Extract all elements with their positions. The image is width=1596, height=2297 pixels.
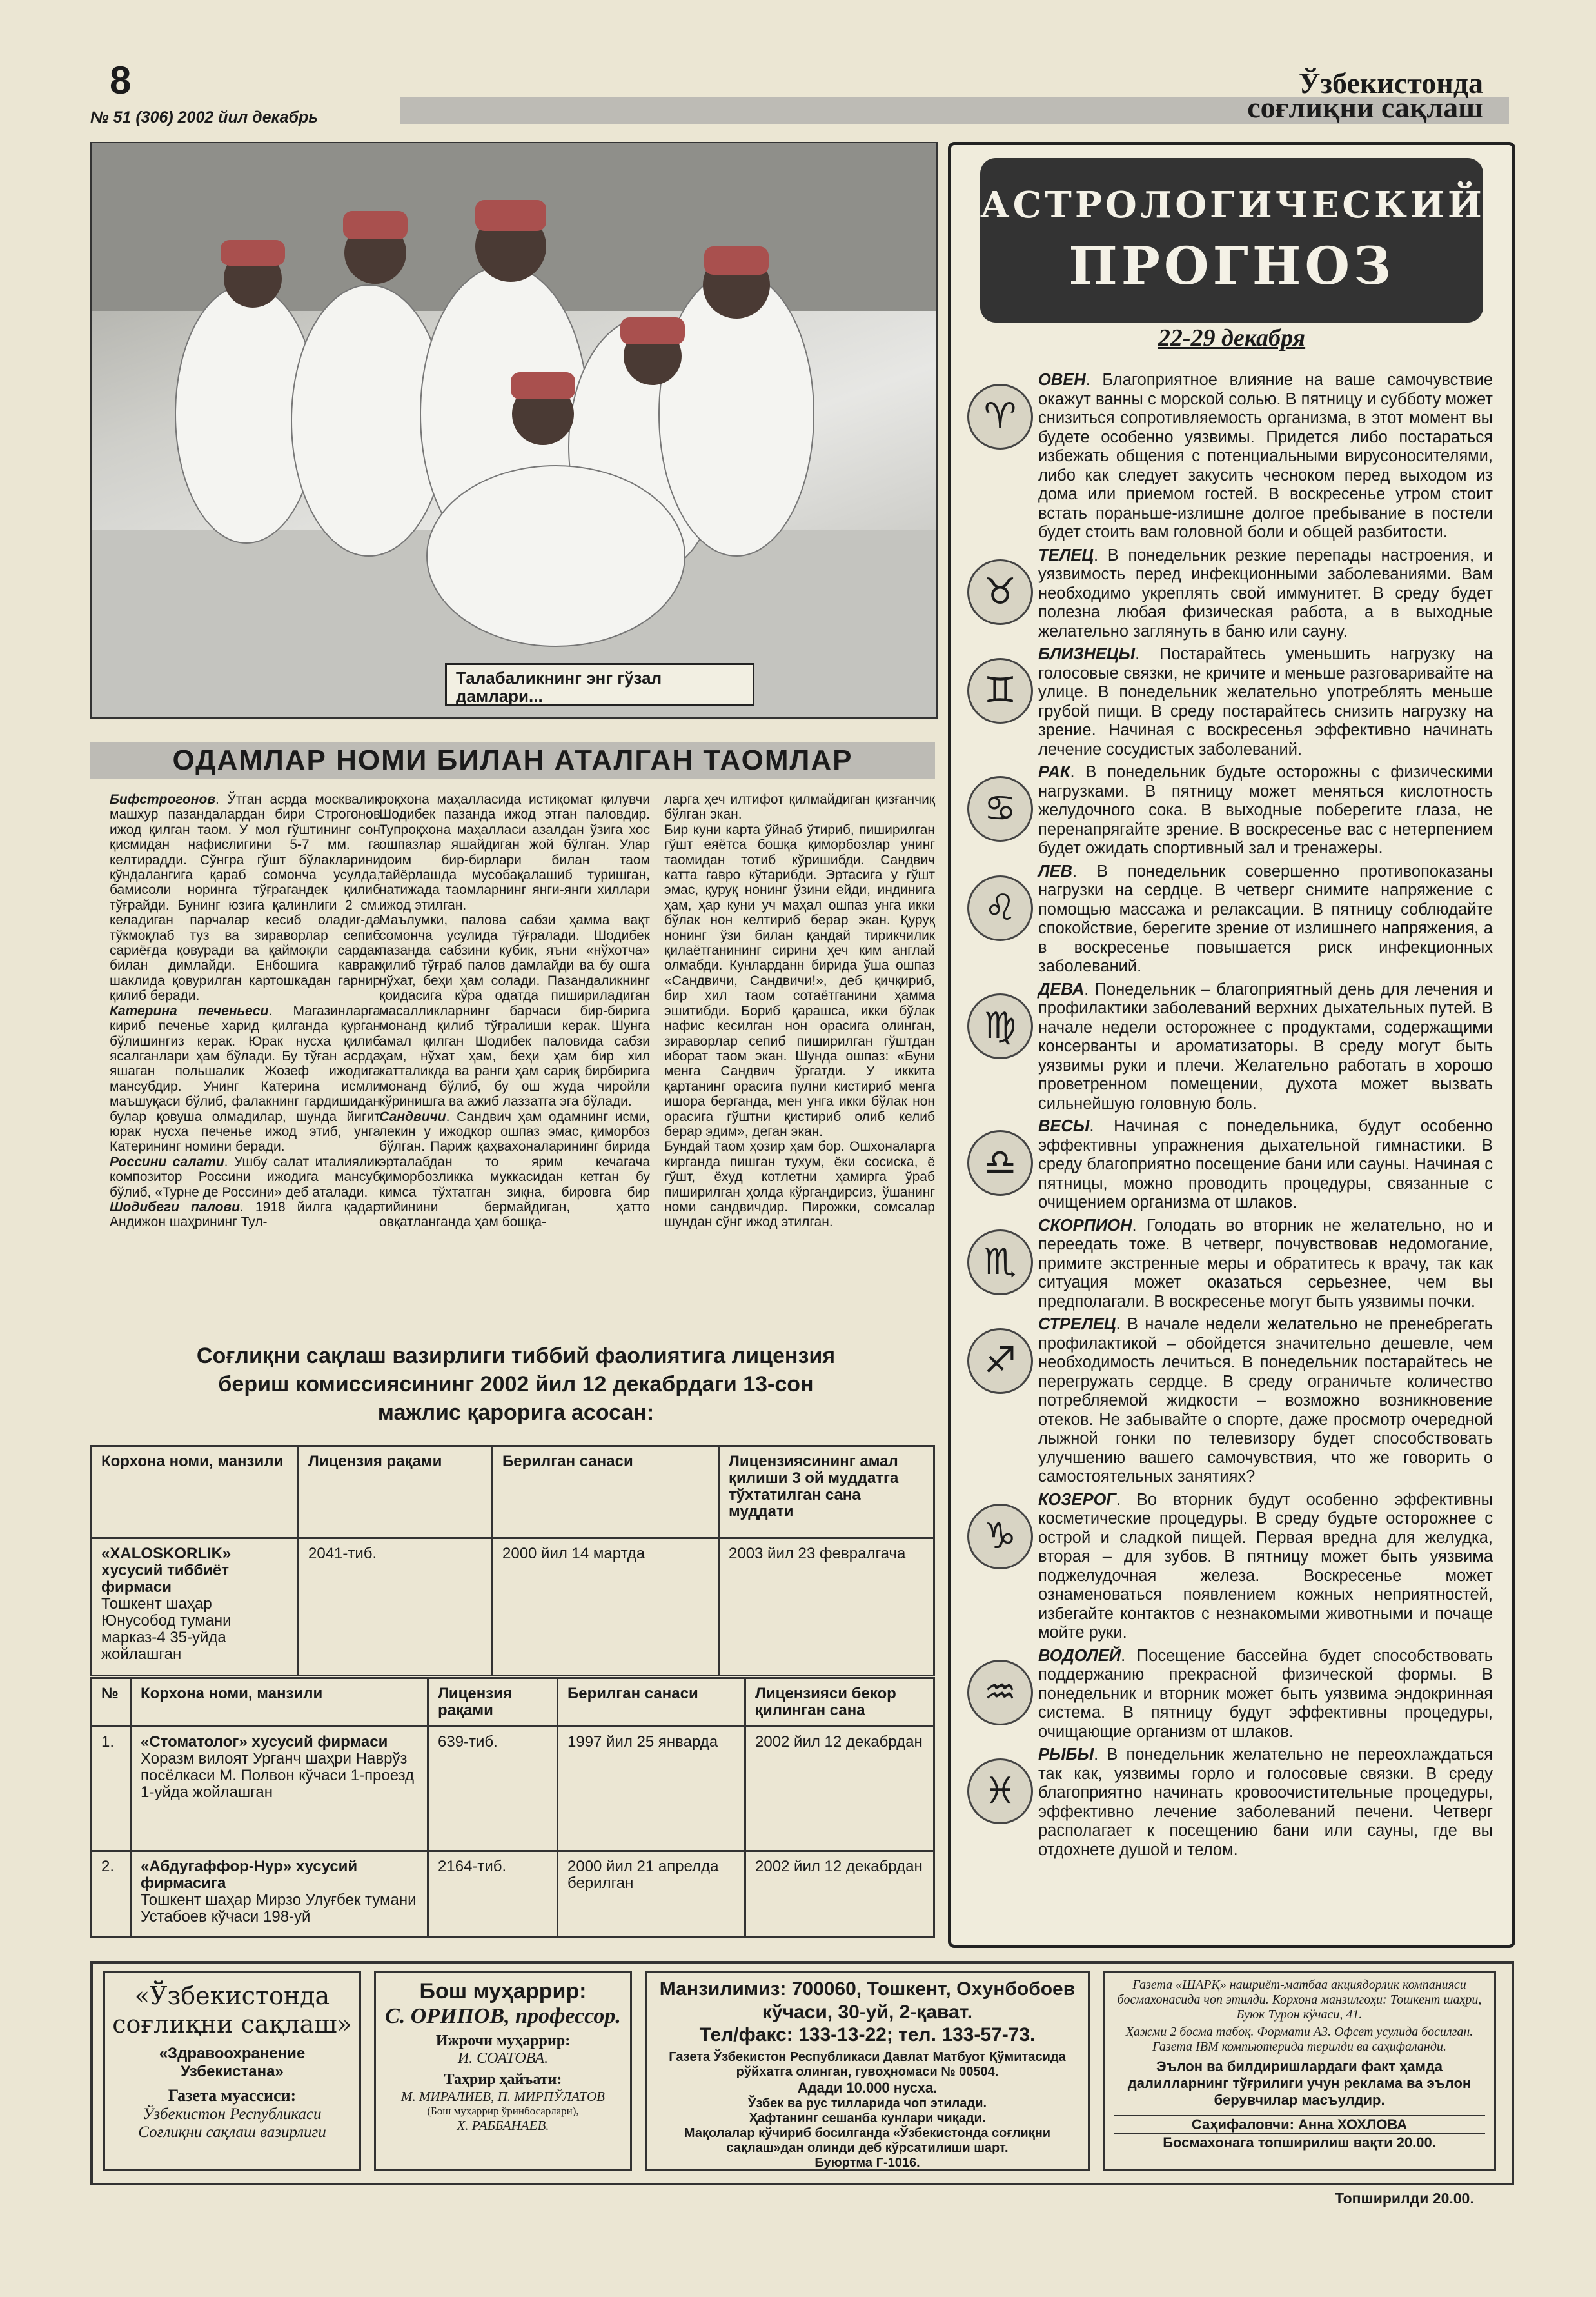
sign-name: ТЕЛЕЦ xyxy=(1038,546,1094,564)
table-cell xyxy=(92,1538,299,1676)
license-title-line: мажлис қарорига асосан: xyxy=(377,1400,655,1425)
sign-name: ВЕСЫ xyxy=(1038,1117,1090,1135)
sign-text: . Благоприятное влияние на ваше самочувствие окажут ванны с морской солью. В пятницу и субботу может снизиться сопротивляемость организма, в этот момент вы будете особенно уязвимы. Придется либо постараться избежать общения с потенциальными вирусоносителями, либо как следует закусить чесноком перед выходом из дома или приемом гостей. В воскресенье утром стоит встать пораньше-излишне долгое пребывание в постели будет стоить вам головной боли и общей разбитости. xyxy=(1038,371,1493,541)
taurus-icon: ♉ xyxy=(967,559,1033,625)
exec-editor-name: И. СОАТОВА. xyxy=(457,2050,549,2067)
table-row xyxy=(92,1851,934,1937)
editor-name: С. ОРИПОВ, профессор. xyxy=(385,2004,621,2028)
registration-note: Газета Ўзбекистон Республикаси Давлат Матбуот Қўмитасида рўйхатга олинган, гувоҳномаси № 00504. xyxy=(669,2050,1066,2079)
astro-sign-gemini xyxy=(967,645,1493,759)
sign-text: . В понедельник будьте осторожны с физическими нагрузками. В пятницу может меняться кислотность желудочного сока. В выходные поберегите глаза, не перенапрягайте зрение. В воскресенье вас с нетерпением будет ожидать спортивный зал и тренажеры. xyxy=(1038,763,1493,857)
board-label: Таҳрир ҳайъати: xyxy=(444,2071,562,2088)
page-number: 8 xyxy=(110,59,132,102)
astro-signs xyxy=(967,371,1493,1864)
paragraph: ларга ҳеч илтифот қилмайдиган қизғанчиқ бўлган экан. xyxy=(664,792,935,822)
astro-sign-pisces xyxy=(967,1745,1493,1860)
masthead xyxy=(1199,66,1483,124)
editor-label: Бош муҳаррир: xyxy=(419,1979,587,2004)
sign-text: . Понедельник – благоприятный день для лечения и профилактики заболеваний верхних дыхательных путей. В начале недели осторожнее с продуктами, содержащими консерванты и ароматизаторы. В среду могут быть уязвимы руки и плечи. Желательно работать в хорошо проветренном помещении, духота может вызвать сильнейшую головную боль. xyxy=(1038,980,1493,1113)
sign-name: КОЗЕРОГ xyxy=(1038,1490,1117,1509)
astro-sign-virgo xyxy=(967,980,1493,1114)
company-name: «Абдугаффор-Нур» хусусий фирмасига xyxy=(141,1858,358,1892)
table-cell: 2041-тиб. xyxy=(299,1538,493,1676)
sign-name: РАК xyxy=(1038,763,1070,781)
office-phones: Тел/факс: 133-13-22; тел. 133-57-73. xyxy=(699,2024,1036,2045)
column-header: № xyxy=(92,1678,131,1727)
sign-name: ДЕВА xyxy=(1038,980,1085,999)
table-cell: 1997 йил 25 январда xyxy=(558,1727,745,1851)
table-header-row xyxy=(92,1678,934,1727)
license-cancelled-table xyxy=(90,1677,935,1938)
license-suspended-table xyxy=(90,1445,935,1676)
astro-sign-aries xyxy=(967,371,1493,542)
astro-title-plate xyxy=(980,158,1483,323)
exec-editor-label: Ижрочи муҳаррир: xyxy=(435,2033,571,2049)
capricorn-icon: ♑ xyxy=(967,1504,1033,1569)
article-column-1 xyxy=(110,792,380,1230)
board-names: Х. РАББАНАЕВ. xyxy=(457,2118,549,2133)
sign-text: . Голодать во вторник не желательно, но и переедать тоже. В четверг, почувствовав недомогание, примите экстренные меры и обратитесь к врачу, так как ситуация может оказаться серьезнее, чем вы предполагали. В воскресенье могут быть уязвимы почки. xyxy=(1038,1216,1493,1311)
students-photo xyxy=(90,142,938,719)
astro-title-line1: АСТРОЛОГИЧЕСКИЙ xyxy=(980,184,1485,226)
sign-text: . В понедельник резкие перепады настроения, и уязвимость перед инфекционными заболеваниями. Вам необходимо укреплять свой иммунитет. В среду будет полезна любая физическая работа, а в выходные желательно заглянуть в баню или сауну. xyxy=(1038,546,1493,641)
article-column-3 xyxy=(664,792,935,1230)
table-row xyxy=(92,1538,934,1676)
footer-printer-box xyxy=(1103,1971,1496,2171)
language-note: Ўзбек ва рус тилларида чоп этилади. xyxy=(747,2096,987,2111)
masthead-line1: Ўзбекистонда xyxy=(1298,66,1483,99)
astro-date: 22-29 декабря xyxy=(1158,324,1306,352)
company-address: Тошкент шаҳар Мирзо Улуғбек тумани Устабоев кўчаси 198-уй xyxy=(141,1891,417,1925)
table-cell: 2000 йил 14 мартда xyxy=(493,1538,719,1676)
column-header: Берилган санаси xyxy=(493,1446,719,1538)
column-header: Лицензиясининг амал қилиши 3 ой муддатга тўхтатилган сана муддати xyxy=(719,1446,934,1538)
astro-sign-scorpio xyxy=(967,1217,1493,1312)
footer-founder-label: Газета муассиси: xyxy=(168,2086,297,2105)
sign-name: ОВЕН xyxy=(1038,371,1086,389)
column-header: Корхона номи, манзили xyxy=(131,1678,428,1727)
astro-sign-taurus xyxy=(967,546,1493,642)
table-cell: 2003 йил 23 февралгача xyxy=(719,1538,934,1676)
masthead-line2: соғлиқни сақлаш xyxy=(1247,91,1483,124)
aquarius-icon: ♒ xyxy=(967,1660,1033,1725)
handed-note: Топширилди 20.00. xyxy=(1335,2190,1474,2207)
reprint-note: Мақолалар кўчириб босилганда «Ўзбекистонда соғлиқни сақлаш»дан олинди деб кўрсатилиши шарт. xyxy=(684,2126,1051,2155)
footer-editors-box xyxy=(374,1971,632,2171)
column-header: Лицензия рақами xyxy=(428,1678,558,1727)
table-cell: 2002 йил 12 декабрдан xyxy=(745,1851,934,1937)
sign-name: РЫБЫ xyxy=(1038,1745,1094,1764)
article-headline: ОДАМЛАР НОМИ БИЛАН АТАЛГАН ТАОМЛАР xyxy=(90,742,935,779)
table-cell: 2002 йил 12 декабрдан xyxy=(745,1727,934,1851)
photo-illustration xyxy=(92,143,936,717)
schedule-note: Ҳафтанинг сешанба кунлари чиқади. xyxy=(749,2111,986,2125)
order-number: Буюртма Г-1016. xyxy=(814,2156,920,2170)
sign-name: СТРЕЛЕЦ xyxy=(1038,1315,1116,1333)
astro-sign-cancer xyxy=(967,763,1493,859)
company-name: «Стоматолог» хусусий фирмаси xyxy=(141,1733,388,1751)
paragraph: Бифстрогонов. Ўтган асрда москвалик машхур пазандалардан бири Строгонов ижод қилган таом. У мол гўштининг сон қисмидан нафислигини 5-7 мм. га кeлтирадди. Сўнгра гўшт бўлакларини қўндалангига қараб сомонча усулда, бамисоли норинга тўғрагандек қилиб тўғрайди. Бунинг юзига қалинлиги 2 см. келадиган парчалар кесиб оладиr-да тўкмоқлаб туз ва зираворлар сепиб сариёғда қовуради ва қаймоқли сардак билан димлайди. Енбошига каврак шаклида қовурилган картошкадан гарнир қилиб беради. xyxy=(110,792,380,1004)
astro-sign-sagittarius xyxy=(967,1315,1493,1487)
astro-sign-aquarius xyxy=(967,1647,1493,1742)
sign-name: БЛИЗНЕЦЫ xyxy=(1038,645,1136,663)
aries-icon: ♈ xyxy=(967,384,1033,450)
table-cell: 639-тиб. xyxy=(428,1727,558,1851)
company-address: Хоразм вилоят Урганч шаҳри Наврўз посёлкаси М. Полвон кўчаси 1-проезд 1-уйда жойлашган xyxy=(141,1750,415,1801)
company-address: Тошкент шаҳар Юнусобод тумани марказ-4 35-уйда жойлашган xyxy=(101,1595,232,1663)
license-title xyxy=(97,1342,935,1427)
paragraph: Шодибеги палови. 1918 йилга қадар Андижон шаҳрининг Тул- xyxy=(110,1199,381,1230)
paragraph: Бундай таом ҳозир ҳам бор. Ошхоналарга кирганда пишган тухум, ёки сосиска, ё гўшт, ёхуд котлетни ҳамирга ўраб пиширилган ҳолда кўргандирсиз, ўшанинг номи сандвичдир. Пирожки, сомсалар шундан сўнг ижод этилган. xyxy=(664,1139,935,1230)
sign-name: ВОДОЛЕЙ xyxy=(1038,1646,1121,1665)
virgo-icon: ♍ xyxy=(967,993,1033,1059)
sagittarius-icon: ♐ xyxy=(967,1328,1033,1394)
footer-logo-box xyxy=(103,1971,361,2171)
sign-text: . Во вторник будут особенно эффективны косметические процедуры. В среду будьте осторожнее с острой и сладкой пищей. Первая вредна для желудка, вторая – для зубов. В пятницу может быть уязвима поджелудочная железа. Воскресенье может ознаменоваться появлением кожных неприятностей, избегайте контактов с незнакомыми животными и почаще мойте руки. xyxy=(1038,1490,1493,1642)
footer-address-box xyxy=(645,1971,1090,2171)
ads-disclaimer: Эълон ва билдиришлардаги факт ҳамда далилларнинг тўғрилиги учун реклама ва эълон берувчилар масъулдир. xyxy=(1127,2058,1472,2108)
astro-sign-capricorn xyxy=(967,1491,1493,1643)
column-header: Берилган санаси xyxy=(558,1678,745,1727)
company-name: «XALOSKORLIK» хусусий тиббиёт фирмаси xyxy=(101,1545,232,1596)
footer-logo-line: «Ўзбекистонда xyxy=(134,1982,330,2010)
table-cell xyxy=(131,1727,428,1851)
sign-text: . В начале недели желательно не пренебрегать профилактикой – обойдется значительно дешевле, чем необходимость лечиться. В понедельник постарайтесь не перегружать сердце. В среду ограничьте количество потребляемой жидкости – возможно возникновение отеков. Не забывайте о спорте, даже просмотр очередной лыжной гонки по телевизору будет способствовать улучшению вашего самочувствия, что же говорить о самостоятельных занятиях? xyxy=(1038,1315,1493,1486)
column-header: Лицензияси бекор қилинган сана xyxy=(745,1678,934,1727)
photo-caption: Талабаликнинг энг гўзал дамлари... xyxy=(445,663,754,706)
libra-icon: ♎ xyxy=(967,1130,1033,1196)
astro-sign-libra xyxy=(967,1117,1493,1213)
board-note: (Бош муҳаррир ўринбосарлари), xyxy=(427,2105,579,2117)
paragraph: Маълумки, палова сабзи ҳамма вақт сомонча усулида тўғралади. Шодибек пазанда сабзини кубик, яъни «нўхотча» қилиб тўғраб палов дамлайди ва бу ошга нўхат, беҳи ҳам солади. Пазандаликнинг қоидасига кўра одатда пишириладиган масалликларнинг барчаси бир-бирига монанд қилиб тўғралиши керак. Шунга амал қилган Шодибек паловида сабзи ҳам, нўхат ҳам, беҳи ҳам бир хил катталикда ва ранги ҳам сариқ бирбирига монанд бўлиб, бу ош жуда чиройли кўринишга ва ажиб лаззатга эга бўлади. xyxy=(379,913,650,1109)
format-info: Ҳажми 2 босма табоқ. Формати А3. Офсет усулида босилган. Газета IBM компьютерида терилди ва саҳифаланди. xyxy=(1125,2025,1473,2054)
layout-editor: Саҳифаловчи: Анна ХОХЛОВА xyxy=(1114,2115,1485,2133)
pisces-icon: ♓ xyxy=(967,1758,1033,1824)
column-header: Лицензия рақами xyxy=(299,1446,493,1538)
printer-info: Газета «ШАРҚ» нашриёт-матбаа акциядорлик компанияси босмахонасида чоп этилди. Корхона манзилгоҳи: Тошкент шаҳри, Буюк Турон кўчаси, 41. xyxy=(1117,1978,1482,2022)
cancer-icon: ♋ xyxy=(967,776,1033,842)
sign-name: СКОРПИОН xyxy=(1038,1216,1132,1235)
issue-line: № 51 (306) 2002 йил декабрь xyxy=(90,108,319,126)
circulation: Адади 10.000 нусха. xyxy=(797,2080,938,2096)
sign-text: . Постарайтесь уменьшить нагрузку на голосовые связки, не кричите и меньше разговаривайте на улице. В понедельник желательно употреблять меньше грубой пищи. В среду постарайтесь снизить нагрузку на зрение. Начиная с воскресенья эффективно начинать лечение сосудистых заболеваний. xyxy=(1038,645,1493,759)
license-title-line: бериш комиссиясининг 2002 йил 12 декабрдаги 13-сон xyxy=(218,1372,814,1397)
sign-text: . В понедельник желательно не переохлаждаться так как, уязвимы горло и голосовые связки. В среду благоприятно начинать кровоочистительные процедуры, эффективно лечение заболеваний печени. Четверг располагает к посещению бани или сауны, где вы отдохнете душой и телом. xyxy=(1038,1745,1493,1859)
table-header-row xyxy=(92,1446,934,1538)
astro-sign-leo xyxy=(967,862,1493,977)
print-time: Босмахонага топширилиш вақти 20.00. xyxy=(1114,2133,1485,2151)
table-cell xyxy=(131,1851,428,1937)
sign-text: . Посещение бассейна будет способствовать поддержанию прекрасной физической формы. В понедельник и вторник может быть уязвима эндокринная система. В пятницу будут эффективны процедуры, очищающие организм от шлаков. xyxy=(1038,1646,1493,1741)
footer-logo-line: соғлиқни сақлаш» xyxy=(112,2010,352,2038)
sign-text: . Начиная с понедельника, будут особенно эффективны упражнения дыхательной гимнастики. В среду благоприятно посещение бани или сауны. Начиная с пятницы, можно проводить процедуры, связанные с очищением организма от шлаков. xyxy=(1038,1117,1493,1211)
sign-name: ЛЕВ xyxy=(1038,862,1072,880)
license-title-line: Соғлиқни сақлаш вазирлиги тиббий фаолиятига лицензия xyxy=(196,1344,836,1368)
sign-text: . В понедельник совершенно противопоказаны нагрузки на сердце. В четверг снимите напряжение с помощью массажа и релаксации. В пятницу соблюдайте спокойствие, берегите зрение от излишнего напряжения, а в воскресенье повышается риск инфекционных заболеваний. xyxy=(1038,862,1493,975)
board-names: М. МИРАЛИЕВ, П. МИРПЎЛАТОВ xyxy=(401,2089,605,2104)
gemini-icon: ♊ xyxy=(967,658,1033,724)
paragraph: Катерина печеньеси. Магазинларга кириб печенье харид қилганда қурган бўлишингиз керак. Юрак нусха қилиб ясалганлари ҳам бўлади. Бу тўған асрда яшаган польшалик Жозеф ижодига мансубдир. Унинг Катерина исмли маъшуқаси бўлиб, фалакнинг гардишидан булар қовуша олмадилар, шунда йигит юрак нусха печенье ижод этиб, унга Катерининг номини беради. xyxy=(110,1003,380,1155)
article-column-2 xyxy=(379,792,650,1230)
scorpio-icon: ♏ xyxy=(967,1229,1033,1295)
table-cell: 2. xyxy=(92,1851,131,1937)
paragraph: Россини салати. Ушбу салат италиялик композитор Россини ижодига мансуб бўлиб, «Турне де Россини» деб аталади. xyxy=(110,1154,380,1200)
paragraph: роқхона маҳалласида истиқомат қилувчи Шодибек пазанда ижод этган паловдир. Тупроқхона маҳалласи азалдан ўзига хос ошпазлар яшайдиган жой бўлган. Улар доим бир-бирлари билан таом тайёрлашда мусобақалашиб туришган, натижада таомларнинг янги-янги хиллари ижод этилган. xyxy=(379,792,650,913)
column-header: Корхона номи, манзили xyxy=(92,1446,299,1538)
table-cell: 1. xyxy=(92,1727,131,1851)
office-address: Манзилимиз: 700060, Тошкент, Охунбобоев кўчаси, 30-уй, 2-қават. xyxy=(659,1978,1076,2023)
table-cell: 2000 йил 21 апрелда берилган xyxy=(558,1851,745,1937)
paragraph: Сандвичи. Сандвич ҳам одамнинг исми, лекин у ижодкор ошпаз эмас, қиморбоз бўлган. Париж қаҳвахоналарининг бирида эрталабдан то ярим кечагача қиморбозликка муккасидан кетган бу кимса тўхтатган зиқна, бировга бир тийинини бермайдиган, ҳатто овқатланганда ҳам бошқа- xyxy=(379,1109,650,1230)
leo-icon: ♌ xyxy=(967,875,1033,941)
paragraph: Бир куни карта ўйнаб ўтириб, пиширилган гўшт еяётса бошқа қиморбозлар унинг таомидан тотиб кўришибди. Сандвич катта гаврo кўтарибди. Эртасига у гўшт эмас, қуруқ нонинг ўзини ейди, индинига ҳам, ҳар куни уч маҳал ошпаз унга икки бўлак нон келтириб берар экан. Қуруқ нонинг ўзи билан қандай тирикчилик қилаётганининг сирини ҳеч ким англай олмабди. Кунларданн бирида ўша ошпаз «Сандвичи, Сандвичи!», деб қичқириб, бир хил таом сотаётганини ҳамма эшитибди. Бориб қарашса, икки бўлак нафис кесилган нон орасига олинган, зираворлар сепиб пиширилган гўштдан иборат таом экан. Шунда ошпаз: «Буни менга Сандвич ўргатди. У иккита қартанинг орасига пулни кистириб менга ишора берганда, мен унга икки бўлак нон орасига гўштни қистириб олиб келиб берар эдим», деган экан. xyxy=(664,822,935,1139)
table-cell: 2164-тиб. xyxy=(428,1851,558,1937)
astro-title-line2: ПРОГНОЗ xyxy=(1069,235,1395,296)
footer-logo-subtitle: «Здравоохранение Узбекистана» xyxy=(159,2045,306,2080)
table-row xyxy=(92,1727,934,1851)
footer-founder: Ўзбекистон Республикаси Соғлиқни сақлаш вазирлиги xyxy=(138,2105,326,2141)
